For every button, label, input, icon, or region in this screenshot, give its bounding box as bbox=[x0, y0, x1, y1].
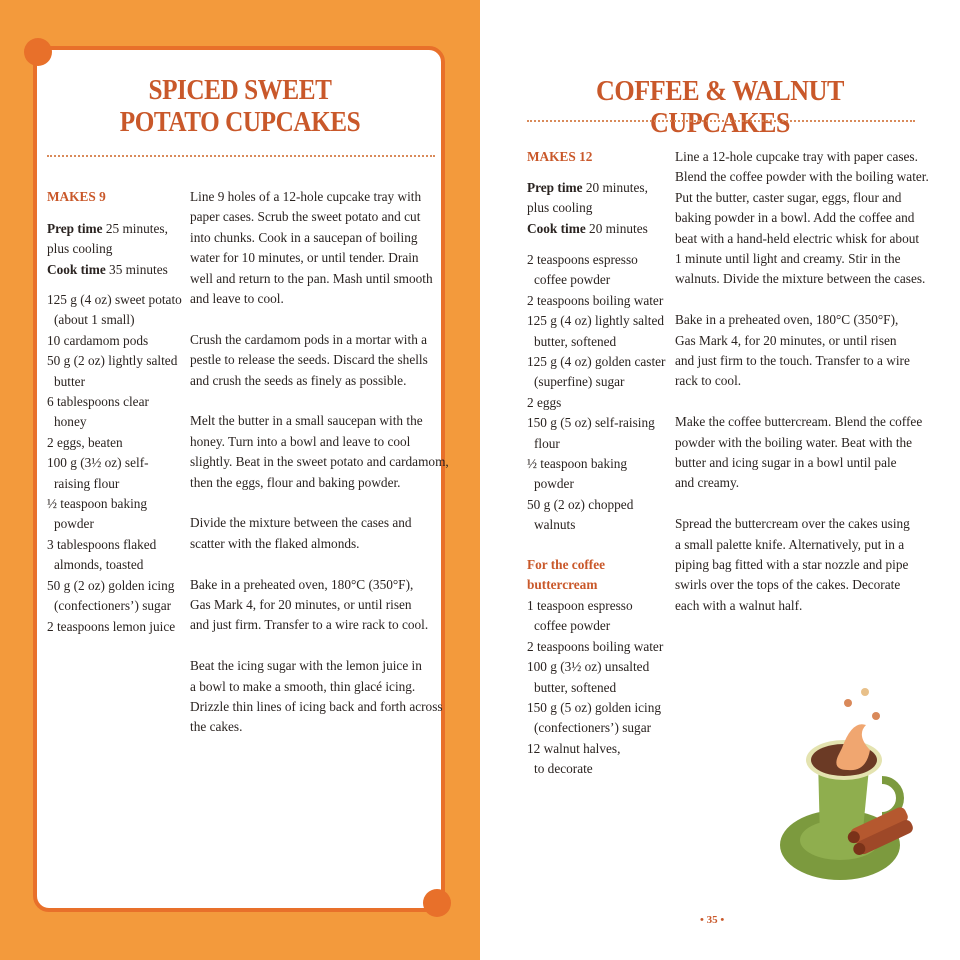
decorative-dot bbox=[423, 889, 451, 917]
method-line: water for 10 minutes, or until tender. Drain bbox=[190, 250, 419, 266]
ingredient-line: butter, softened bbox=[534, 333, 617, 349]
subheading-line: For the coffee bbox=[527, 557, 606, 572]
ingredient-item bbox=[527, 250, 665, 291]
ingredient-line: coffee powder bbox=[534, 618, 611, 634]
ingredient-line: (confectioners’) sugar bbox=[54, 598, 172, 614]
ingredient-item bbox=[527, 596, 663, 637]
dotted-divider bbox=[47, 155, 435, 157]
method-line: Put the butter, caster sugar, eggs, flour and bbox=[675, 189, 902, 205]
method-line: Beat the icing sugar with the lemon juice in bbox=[190, 658, 422, 674]
makes-label: MAKES 12 bbox=[527, 149, 593, 164]
method-paragraph bbox=[675, 147, 929, 290]
ingredient-item bbox=[47, 392, 182, 433]
ingredient-item bbox=[527, 454, 665, 495]
ingredient-line: 6 tablespoons clear bbox=[47, 394, 149, 410]
method-line: Line 9 holes of a 12-hole cupcake tray with bbox=[190, 189, 422, 204]
method-line: piping bag fitted with a star nozzle and pipe bbox=[675, 557, 909, 573]
prep-line bbox=[527, 198, 648, 218]
method-line: Bake in a preheated oven, 180°C (350°F), bbox=[190, 576, 414, 592]
prep-line bbox=[47, 260, 168, 280]
ingredient-line: 150 g (5 oz) golden icing bbox=[527, 700, 662, 716]
method-paragraph bbox=[190, 575, 449, 636]
method-paragraph bbox=[190, 187, 449, 309]
prep-value: plus cooling bbox=[47, 241, 113, 257]
ingredient-item bbox=[47, 494, 182, 535]
ingredient-line: butter, softened bbox=[534, 679, 617, 695]
ingredients-list bbox=[527, 250, 665, 536]
prep-label: Cook time bbox=[47, 261, 106, 277]
ingredient-line: 2 eggs bbox=[527, 394, 562, 410]
ingredient-item bbox=[527, 311, 665, 352]
ingredient-line: 125 g (4 oz) golden caster bbox=[527, 354, 666, 370]
method-paragraph bbox=[675, 310, 929, 392]
method-line: Make the coffee buttercream. Blend the coffee bbox=[675, 414, 923, 430]
ingredient-item bbox=[527, 698, 663, 739]
ingredient-line: to decorate bbox=[534, 761, 593, 777]
prep-label: Prep time bbox=[527, 180, 583, 195]
prep-value: plus cooling bbox=[527, 200, 593, 216]
prep-line bbox=[47, 219, 168, 239]
ingredient-line: 125 g (4 oz) sweet potato bbox=[47, 292, 182, 307]
prep-value: 25 minutes, bbox=[102, 221, 168, 236]
ingredient-line: 50 g (2 oz) golden icing bbox=[47, 577, 175, 593]
method-line: Crush the cardamom pods in a mortar with a bbox=[190, 331, 428, 347]
method-line: well and return to the pan. Mash until smooth bbox=[190, 270, 433, 286]
ingredient-line: 150 g (5 oz) self-raising bbox=[527, 415, 655, 431]
ingredient-line: (about 1 small) bbox=[54, 312, 135, 328]
method-line: paper cases. Scrub the sweet potato and cut bbox=[190, 209, 421, 225]
ingredient-line: flour bbox=[534, 435, 560, 451]
ingredient-item bbox=[527, 291, 665, 311]
ingredient-line: powder bbox=[534, 476, 574, 492]
prep-label: Prep time bbox=[47, 221, 103, 236]
ingredient-line: walnuts bbox=[534, 517, 576, 533]
ingredient-line: 50 g (2 oz) lightly salted bbox=[47, 353, 178, 369]
ingredient-item bbox=[527, 657, 663, 698]
ingredient-line: 100 g (3½ oz) self- bbox=[47, 455, 149, 471]
ingredient-line: 125 g (4 oz) lightly salted bbox=[527, 313, 665, 329]
ingredient-item bbox=[47, 331, 182, 351]
method-line: a small palette knife. Alternatively, put in a bbox=[675, 536, 905, 552]
ingredient-line: 2 teaspoons lemon juice bbox=[47, 618, 176, 634]
ingredient-item bbox=[47, 433, 182, 453]
ingredient-item bbox=[47, 290, 182, 331]
ingredient-line: (confectioners’) sugar bbox=[534, 720, 652, 736]
method-line: slightly. Beat in the sweet potato and cardamom, bbox=[190, 454, 449, 470]
method-line: Melt the butter in a small saucepan with the bbox=[190, 413, 423, 429]
method-line: Divide the mixture between the cases and bbox=[190, 515, 412, 531]
ingredient-line: almonds, toasted bbox=[54, 557, 144, 573]
method-line: Gas Mark 4, for 20 minutes, or until risen bbox=[675, 332, 897, 348]
prep-value: 35 minutes bbox=[105, 261, 168, 277]
coffee-cup-illustration bbox=[770, 680, 920, 890]
method-line: the cakes. bbox=[190, 719, 243, 735]
ingredient-line: raising flour bbox=[54, 475, 120, 491]
buttercream-subheading bbox=[527, 555, 605, 596]
ingredient-item bbox=[527, 495, 665, 536]
method-line: baking powder in a bowl. Add the coffee and bbox=[675, 210, 915, 226]
method-line: then the eggs, flour and baking powder. bbox=[190, 474, 401, 490]
ingredient-line: 100 g (3½ oz) unsalted bbox=[527, 659, 650, 675]
ingredient-item bbox=[47, 535, 182, 576]
ingredient-line: 12 walnut halves, bbox=[527, 740, 621, 756]
method-line: Blend the coffee powder with the boiling water. bbox=[675, 169, 929, 185]
ingredient-item bbox=[47, 576, 182, 617]
method-paragraph bbox=[675, 514, 929, 616]
title-line: SPICED SWEET bbox=[148, 75, 332, 106]
method-line: Spread the buttercream over the cakes using bbox=[675, 516, 910, 532]
method-paragraph bbox=[190, 330, 449, 391]
method-line: beat with a hand-held electric whisk for about bbox=[675, 230, 920, 246]
ingredient-line: 2 teaspoons boiling water bbox=[527, 292, 664, 308]
ingredient-item bbox=[47, 453, 182, 494]
method-line: powder with the boiling water. Beat with the bbox=[675, 434, 913, 450]
ingredient-line: powder bbox=[54, 516, 94, 532]
ingredient-item bbox=[527, 352, 665, 393]
prep-line bbox=[527, 219, 648, 239]
prep-label: Cook time bbox=[527, 220, 586, 236]
method-line: honey. Turn into a bowl and leave to cool bbox=[190, 433, 411, 449]
method-line: scatter with the flaked almonds. bbox=[190, 535, 360, 551]
method-line: Gas Mark 4, for 20 minutes, or until risen bbox=[190, 597, 412, 613]
method bbox=[675, 147, 929, 637]
recipe-title: COFFEE & WALNUT CUPCAKES bbox=[595, 75, 845, 139]
dotted-divider bbox=[527, 120, 915, 122]
method-line: a bowl to make a smooth, thin glacé icing. bbox=[190, 678, 416, 694]
prep-line bbox=[47, 239, 168, 259]
method-line: rack to cool. bbox=[675, 373, 742, 389]
title-line: POTATO CUPCAKES bbox=[119, 107, 361, 138]
method-line: swirls over the tops of the cakes. Decorate bbox=[675, 577, 901, 593]
ingredient-item bbox=[527, 413, 665, 454]
recipe-title bbox=[60, 75, 420, 139]
method-paragraph bbox=[190, 411, 449, 493]
ingredient-item bbox=[527, 393, 665, 413]
ingredient-line: honey bbox=[54, 414, 87, 430]
subheading-line: buttercream bbox=[527, 577, 598, 593]
method-line: butter and icing sugar in a bowl until pale bbox=[675, 455, 897, 471]
prep-times bbox=[47, 219, 168, 280]
prep-value: 20 minutes bbox=[585, 220, 648, 236]
ingredient-line: (superfine) sugar bbox=[534, 374, 625, 390]
prep-value: 20 minutes, bbox=[582, 180, 648, 195]
ingredient-item bbox=[527, 637, 663, 657]
ingredient-line: coffee powder bbox=[534, 272, 611, 288]
method-line: Line a 12-hole cupcake tray with paper cases. bbox=[675, 149, 918, 164]
method-line: and creamy. bbox=[675, 475, 740, 491]
ingredient-line: ½ teaspoon baking bbox=[527, 456, 628, 472]
prep-line bbox=[527, 178, 648, 198]
method-line: and crush the seeds as finely as possible. bbox=[190, 372, 407, 388]
buttercream-ingredients bbox=[527, 596, 663, 780]
decorative-dot bbox=[24, 38, 52, 66]
ingredient-line: 2 eggs, beaten bbox=[47, 434, 123, 450]
method-line: into chunks. Cook in a saucepan of boiling bbox=[190, 229, 418, 245]
method bbox=[190, 187, 449, 758]
method-line: Drizzle thin lines of icing back and forth across bbox=[190, 699, 443, 715]
method-paragraph bbox=[675, 412, 929, 494]
ingredient-line: 1 teaspoon espresso bbox=[527, 598, 633, 613]
page-number: • 35 • bbox=[700, 914, 725, 926]
method-line: each with a walnut half. bbox=[675, 597, 803, 613]
ingredient-line: 10 cardamom pods bbox=[47, 332, 149, 348]
ingredient-line: 3 tablespoons flaked bbox=[47, 536, 157, 552]
method-paragraph bbox=[190, 656, 449, 738]
ingredients-list bbox=[47, 290, 182, 637]
method-line: pestle to release the seeds. Discard the shells bbox=[190, 352, 428, 368]
method-line: and just firm to the touch. Transfer to a wire bbox=[675, 353, 910, 369]
ingredient-line: 50 g (2 oz) chopped bbox=[527, 496, 634, 512]
method-paragraph bbox=[190, 513, 449, 554]
ingredient-line: 2 teaspoons espresso bbox=[527, 252, 638, 267]
ingredient-item bbox=[47, 617, 182, 637]
ingredient-item bbox=[47, 351, 182, 392]
makes-label: MAKES 9 bbox=[47, 189, 106, 204]
method-line: 1 minute until light and creamy. Stir in the bbox=[675, 251, 901, 267]
ingredient-line: butter bbox=[54, 373, 86, 389]
method-line: Bake in a preheated oven, 180°C (350°F), bbox=[675, 312, 899, 328]
method-line: and just firm. Transfer to a wire rack to cool. bbox=[190, 617, 429, 633]
method-line: and leave to cool. bbox=[190, 291, 284, 307]
method-line: walnuts. Divide the mixture between the cases. bbox=[675, 271, 926, 287]
ingredient-line: ½ teaspoon baking bbox=[47, 496, 148, 512]
ingredient-item bbox=[527, 739, 663, 780]
prep-times bbox=[527, 178, 648, 239]
ingredient-line: 2 teaspoons boiling water bbox=[527, 638, 664, 654]
